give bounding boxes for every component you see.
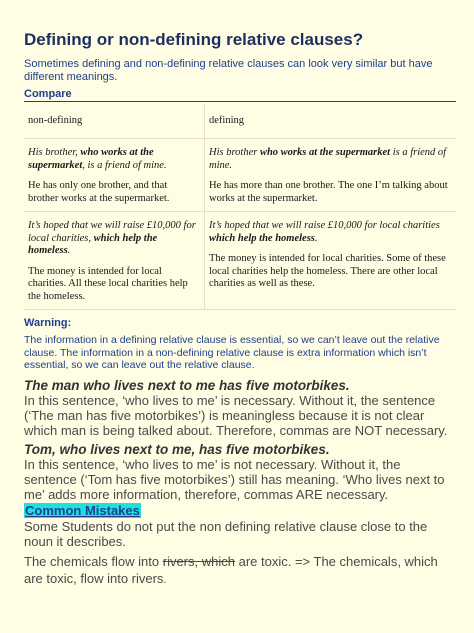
compare-heading: Compare xyxy=(24,88,456,102)
explanation: He has more than one brother. The one I’m talking about works at the supermarket. xyxy=(209,180,448,204)
column-header-defining: defining xyxy=(205,104,457,139)
table-row xyxy=(24,139,456,212)
explanation: The money is intended for local charities. Some of these local charities help the homeless. There are other local charities as well as these. xyxy=(209,253,446,289)
page-title: Defining or non-defining relative clauses? xyxy=(24,30,364,49)
example-sentence: It’s hoped that we will raise £10,000 for local charities which help the homeless. xyxy=(209,220,440,244)
example1-heading: The man who lives next to me has five motorbikes. xyxy=(24,378,350,393)
example-sentence: His brother who works at the supermarket is a friend of mine. xyxy=(209,147,447,171)
example2-text: In this sentence, ‘who lives to me’ is not necessary. Without it, the sentence (‘Tom has five motorbikes’) still has meaning. ‘Who lives next to me’ adds more information, therefore, commas ARE necessary. xyxy=(24,457,445,502)
explanation: The money is intended for local charities. All these local charities help the homeless. xyxy=(28,265,188,302)
example-sentence: It’s hoped that we will raise £10,000 for local charities, which help the homeless. xyxy=(28,220,196,256)
common-mistakes-heading: Common Mistakes xyxy=(25,503,140,518)
table-cell xyxy=(205,212,457,310)
example1-text: In this sentence, ‘who lives to me’ is necessary. Without it, the sentence (‘The man has five motorbikes’) is meaningless because it is not clear which man is being talked about. Therefore, commas are NOT necessary. xyxy=(24,393,448,438)
intro-text: Sometimes defining and non-defining relative clauses can look very similar but have different meanings. xyxy=(24,58,433,83)
compare-table xyxy=(24,104,456,310)
table-row xyxy=(24,212,456,310)
table-cell xyxy=(24,139,205,212)
column-header-non-defining: non-defining xyxy=(24,104,205,139)
table-header-row xyxy=(24,104,456,139)
explanation: He has only one brother, and that brother works at the supermarket. xyxy=(28,180,170,204)
mistake-example: The chemicals flow into rivers, which are toxic. => The chemicals, which are toxic, flow into rivers. xyxy=(24,554,438,586)
struck-text: rivers, which xyxy=(162,554,235,569)
example2-section xyxy=(24,442,456,502)
warning-text: The information in a defining relative clause is essential, so we can’t leave out the relative clause. The information in a non-defining relative clause is extra information which isn’t essential, so we can leave out the relative clause. xyxy=(24,334,440,371)
table-cell xyxy=(205,139,457,212)
common-mistakes-text: Some Students do not put the non defining relative clause close to the noun it describes. xyxy=(24,519,428,549)
table-cell xyxy=(24,212,205,310)
warning-label: Warning: xyxy=(24,317,72,329)
example1-section xyxy=(24,378,456,438)
example-sentence: His brother, who works at the supermarket, is a friend of mine. xyxy=(28,147,167,171)
example2-heading: Tom, who lives next to me, has five motorbikes. xyxy=(24,442,330,457)
